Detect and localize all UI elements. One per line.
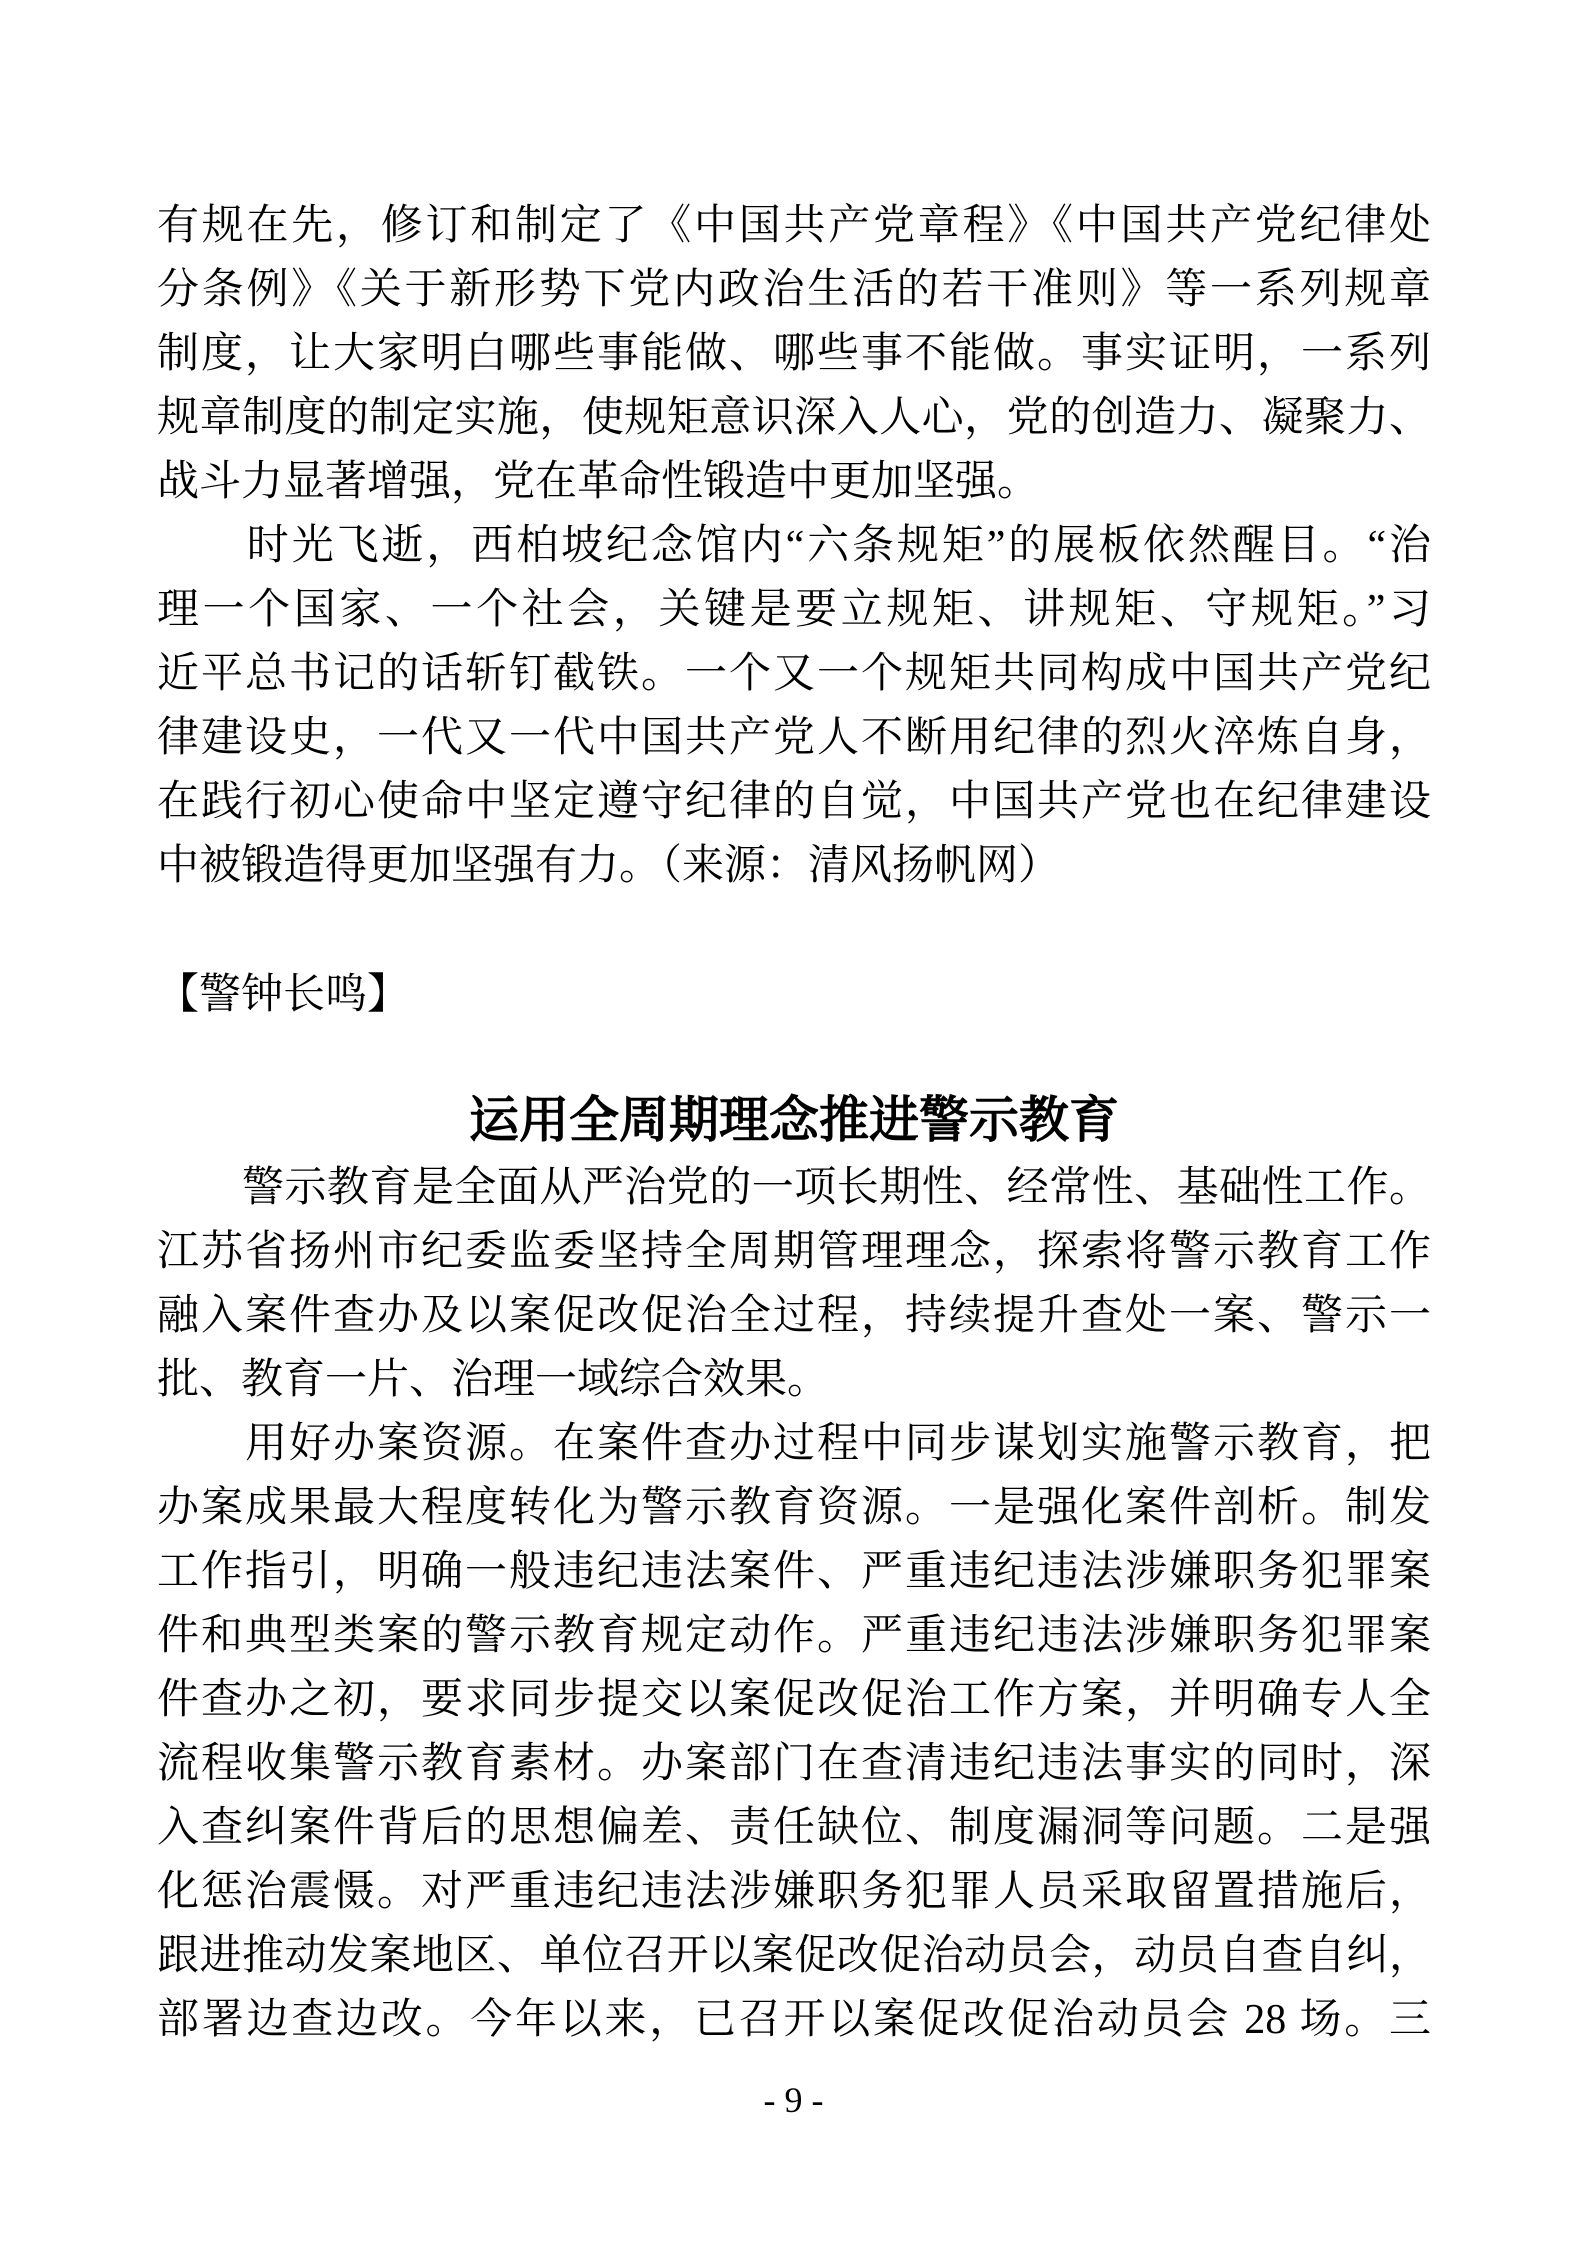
body-line: 入查纠案件背后的思想偏差、责任缺位、制度漏洞等问题。二是强 <box>157 1805 1431 1851</box>
body-line: 警示教育是全面从严治党的一项长期性、经常性、基础性工作。 <box>157 1165 1431 1211</box>
body-line: 时光飞逝，西柏坡纪念馆内“六条规矩”的展板依然醒目。“治 <box>157 523 1431 569</box>
body-line: 近平总书记的话斩钉截铁。一个又一个规矩共同构成中国共产党纪 <box>157 651 1431 697</box>
body-line: 跟进推动发案地区、单位召开以案促改促治动员会，动员自查自纠， <box>157 1933 1431 1979</box>
body-line: 分条例》《关于新形势下党内政治生活的若干准则》等一系列规章 <box>157 267 1431 313</box>
body-line: 江苏省扬州市纪委监委坚持全周期管理理念，探索将警示教育工作 <box>157 1229 1431 1275</box>
body-line: 办案成果最大程度转化为警示教育资源。一是强化案件剖析。制发 <box>157 1485 1431 1531</box>
body-line: 件和典型类案的警示教育规定动作。严重违纪违法涉嫌职务犯罪案 <box>157 1613 1431 1659</box>
body-line: 化惩治震慑。对严重违纪违法涉嫌职务犯罪人员采取留置措施后， <box>157 1869 1431 1915</box>
body-line: 融入案件查办及以案促改促治全过程，持续提升查处一案、警示一 <box>157 1293 1431 1339</box>
article-paragraphs <box>157 1156 1431 2052</box>
body-line: 件查办之初，要求同步提交以案促改促治工作方案，并明确专人全 <box>157 1677 1431 1723</box>
section-header: 【警钟长鸣】 <box>157 972 410 1018</box>
body-line: 有规在先，修订和制定了《中国共产党章程》《中国共产党纪律处 <box>157 203 1431 249</box>
body-line: 工作指引，明确一般违纪违法案件、严重违纪违法涉嫌职务犯罪案 <box>157 1549 1431 1595</box>
body-line: 用好办案资源。在案件查办过程中同步谋划实施警示教育，把 <box>157 1421 1431 1467</box>
body-line: 制度，让大家明白哪些事能做、哪些事不能做。事实证明，一系列 <box>157 331 1431 377</box>
body-line: 流程收集警示教育素材。办案部门在查清违纪违法事实的同时，深 <box>157 1741 1431 1787</box>
body-line: 规章制度的制定实施，使规矩意识深入人心，党的创造力、凝聚力、 <box>157 395 1431 441</box>
body-line: 在践行初心使命中坚定遵守纪律的自觉，中国共产党也在纪律建设 <box>157 779 1431 825</box>
body-line: 理一个国家、一个社会，关键是要立规矩、讲规矩、守规矩。”习 <box>157 587 1431 633</box>
body-line: 中被锻造得更加坚强有力。（来源：清风扬帆网） <box>157 843 1061 889</box>
intro-paragraphs <box>157 194 1431 898</box>
body-line: 部署边查边改。今年以来，已召开以案促改促治动员会 28 场。三 <box>157 1997 1431 2043</box>
page-number: - 9 - <box>763 2080 824 2120</box>
body-line: 战斗力显著增强，党在革命性锻造中更加坚强。 <box>157 459 1040 505</box>
body-line: 批、教育一片、治理一域综合效果。 <box>157 1357 830 1403</box>
body-line: 律建设史，一代又一代中国共产党人不断用纪律的烈火淬炼自身， <box>157 715 1431 761</box>
article-title: 运用全周期理念推进警示教育 <box>469 1092 1119 1148</box>
